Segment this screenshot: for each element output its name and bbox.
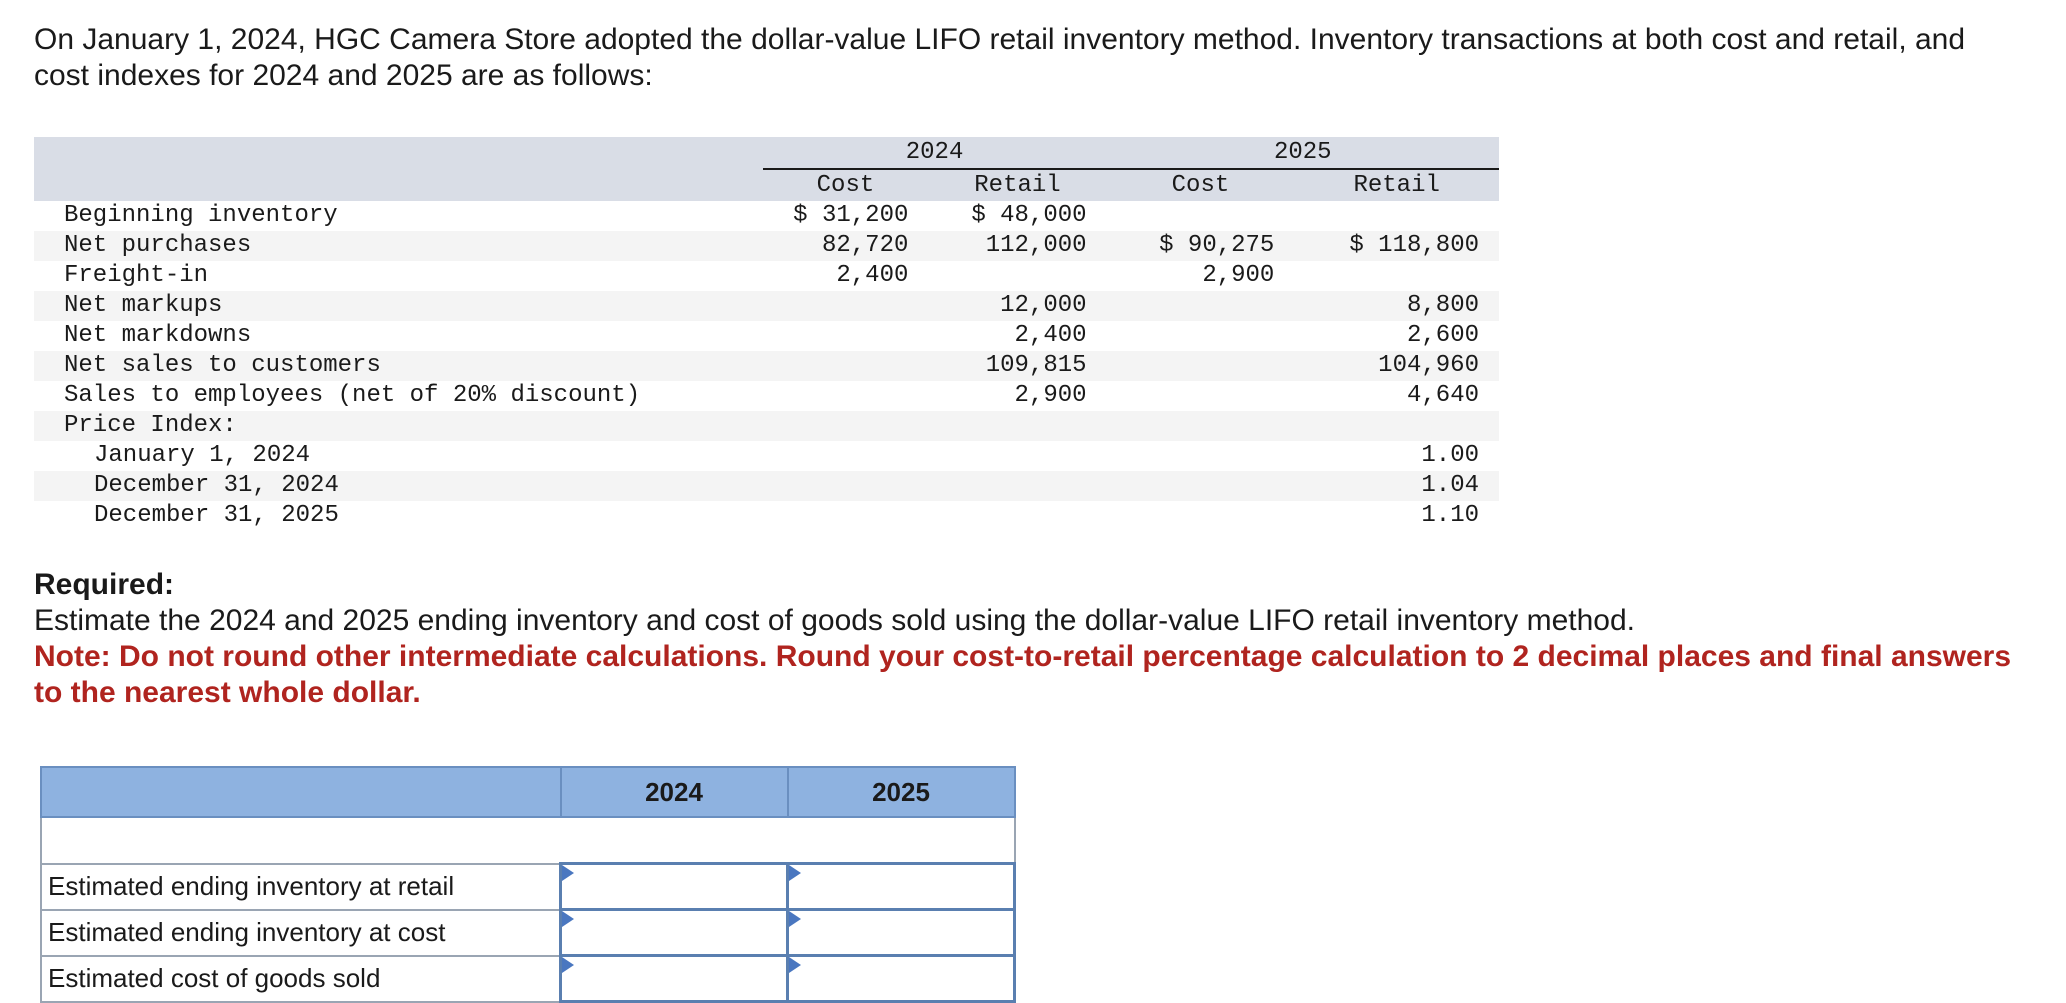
ending-inventory-cost-2025-input[interactable]	[789, 913, 1013, 953]
cell-retail-2025: 1.04	[1421, 472, 1479, 499]
answer-header-row	[41, 767, 1015, 817]
answer-row	[41, 910, 1015, 956]
ending-inventory-retail-2024-input[interactable]	[562, 867, 786, 907]
cell-cost-2025	[1107, 441, 1295, 471]
answer-cell-2025[interactable]	[788, 910, 1015, 956]
table-row	[34, 441, 1499, 471]
cell-retail-2024: 12,000	[1000, 292, 1087, 319]
cell-retail-2025: 4,640	[1406, 382, 1479, 409]
input-marker-icon	[789, 911, 801, 927]
answer-row	[41, 956, 1015, 1002]
cell-retail-2025	[1294, 261, 1499, 291]
row-label: Freight-in	[64, 262, 209, 289]
table-row	[34, 201, 1499, 231]
required-section	[34, 567, 2024, 711]
cell-retail-2024	[928, 471, 1106, 501]
cell-cost-2025	[1107, 321, 1295, 351]
answer-row-label: Estimated ending inventory at retail	[41, 864, 561, 910]
cell-retail-2025: 8,800	[1406, 292, 1479, 319]
table-row	[34, 261, 1499, 291]
answer-table	[40, 766, 1016, 1003]
cost-of-goods-sold-2025-input[interactable]	[789, 959, 1013, 999]
cell-cost-2024: 2,400	[836, 262, 909, 289]
cell-retail-2025: 104,960	[1378, 352, 1479, 379]
cell-cost-2024	[763, 351, 929, 381]
cell-cost-2024: $ 31,200	[793, 202, 909, 229]
inventory-data-table	[34, 137, 1499, 531]
cell-cost-2024	[763, 321, 929, 351]
cell-cost-2025: $ 90,275	[1159, 232, 1275, 259]
cell-retail-2025: 2,600	[1406, 322, 1479, 349]
cell-retail-2025: $ 118,800	[1349, 232, 1479, 259]
cell-retail-2025	[1294, 411, 1499, 441]
row-label: December 31, 2025	[94, 502, 339, 529]
row-label: Net markups	[64, 292, 223, 319]
cell-cost-2024	[763, 291, 929, 321]
table-row	[34, 411, 1499, 441]
ending-inventory-cost-2024-input[interactable]	[562, 913, 786, 953]
cell-retail-2025: 1.00	[1421, 442, 1479, 469]
answer-row-label: Estimated ending inventory at cost	[41, 910, 561, 956]
cell-cost-2024: 82,720	[821, 232, 909, 259]
header-cost-2025: Cost	[1171, 171, 1230, 199]
answer-row-label: Estimated cost of goods sold	[41, 956, 561, 1002]
header-cost-2024: Cost	[816, 171, 875, 199]
cell-retail-2024	[928, 261, 1106, 291]
cell-retail-2024: 109,815	[985, 352, 1087, 379]
cell-cost-2025	[1107, 351, 1295, 381]
table-row	[34, 381, 1499, 411]
answer-row	[41, 864, 1015, 910]
table-row	[34, 291, 1499, 321]
table-row	[34, 231, 1499, 261]
cell-retail-2025: 1.10	[1421, 502, 1479, 529]
answer-cell-2024[interactable]	[561, 864, 788, 910]
table-header-row	[34, 137, 1499, 169]
cell-cost-2024	[763, 501, 929, 531]
answer-header-2024: 2024	[561, 767, 788, 817]
cell-retail-2024: $ 48,000	[971, 202, 1087, 229]
header-year-2025: 2025	[1107, 137, 1499, 169]
input-marker-icon	[789, 865, 801, 881]
input-marker-icon	[789, 957, 801, 973]
answer-header-2025: 2025	[788, 767, 1015, 817]
cell-cost-2025	[1107, 411, 1295, 441]
header-retail-2025: Retail	[1353, 171, 1440, 199]
cell-retail-2024: 112,000	[985, 232, 1087, 259]
cost-of-goods-sold-2024-input[interactable]	[562, 959, 786, 999]
header-retail-2024: Retail	[974, 171, 1061, 199]
rounding-note: Note: Do not round other intermediate calculations. Round your cost-to-retail percentage calculation to 2 decimal places and final answers to the nearest whole dollar.	[34, 640, 2012, 709]
cell-retail-2025	[1294, 201, 1499, 231]
table-row	[34, 321, 1499, 351]
table-subheader-row	[34, 169, 1499, 201]
cell-cost-2025	[1107, 291, 1295, 321]
input-marker-icon	[562, 911, 574, 927]
input-marker-icon	[562, 957, 574, 973]
cell-cost-2024	[763, 381, 929, 411]
input-marker-icon	[562, 865, 574, 881]
cell-cost-2024	[763, 411, 929, 441]
cell-retail-2024: 2,400	[1014, 322, 1087, 349]
table-row	[34, 351, 1499, 381]
cell-cost-2025	[1107, 381, 1295, 411]
answer-cell-2025[interactable]	[788, 956, 1015, 1002]
cell-retail-2024	[928, 501, 1106, 531]
cell-cost-2024	[763, 471, 929, 501]
required-heading: Required:	[34, 568, 175, 601]
answer-cell-2024[interactable]	[561, 910, 788, 956]
row-label: Net sales to customers	[64, 352, 381, 379]
table-row	[34, 471, 1499, 501]
cell-retail-2024: 2,900	[1014, 382, 1087, 409]
row-label: Sales to employees (net of 20% discount)	[64, 382, 641, 409]
row-label: Price Index:	[64, 412, 237, 439]
cell-cost-2025: 2,900	[1202, 262, 1275, 289]
answer-cell-2025[interactable]	[788, 864, 1015, 910]
cell-retail-2024	[928, 411, 1106, 441]
row-label: Net purchases	[64, 232, 252, 259]
answer-cell-2024[interactable]	[561, 956, 788, 1002]
cell-retail-2024	[928, 441, 1106, 471]
row-label: January 1, 2024	[94, 442, 311, 469]
cell-cost-2024	[763, 441, 929, 471]
table-row	[34, 501, 1499, 531]
required-text: Estimate the 2024 and 2025 ending inventory and cost of goods sold using the dollar-value LIFO retail inventory method.	[34, 604, 1635, 637]
row-label: December 31, 2024	[94, 472, 339, 499]
cell-cost-2025	[1107, 501, 1295, 531]
cell-cost-2025	[1107, 201, 1295, 231]
row-label: Net markdowns	[64, 322, 252, 349]
header-year-2024: 2024	[763, 137, 1107, 169]
problem-intro: On January 1, 2024, HGC Camera Store adopted the dollar-value LIFO retail inventory method. Inventory transactions at both cost and retail, and cost indexes for 2024 and 2025 are as follows:	[34, 23, 1966, 92]
ending-inventory-retail-2025-input[interactable]	[789, 867, 1013, 907]
cell-cost-2025	[1107, 471, 1295, 501]
row-label: Beginning inventory	[64, 202, 338, 229]
